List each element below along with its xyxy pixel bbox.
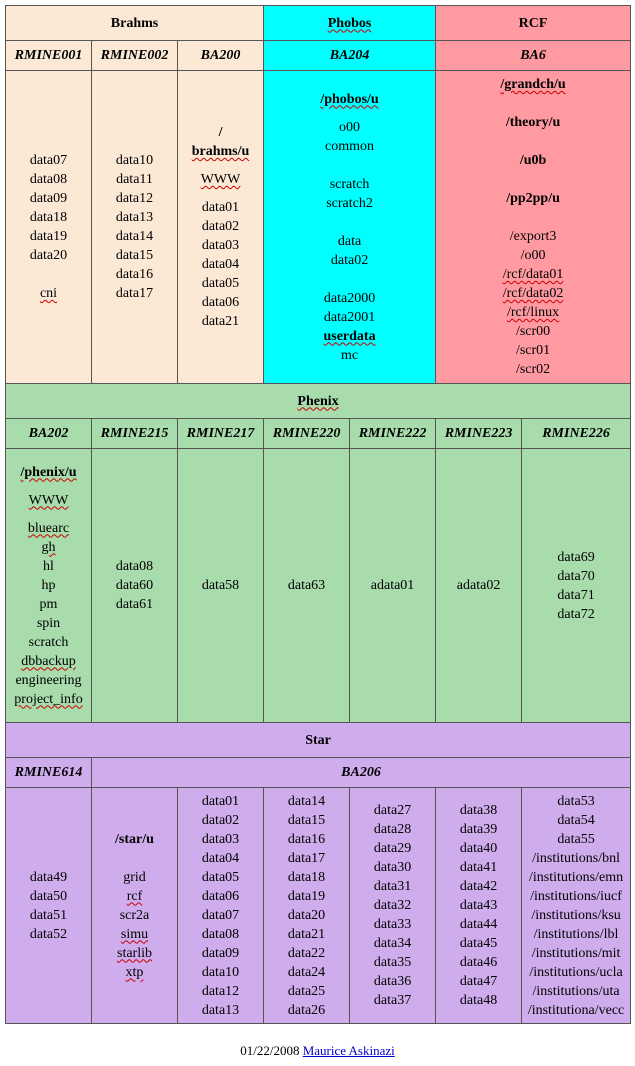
volume-item: data06 xyxy=(201,888,240,904)
volume-item: data19 xyxy=(287,888,326,904)
volume-item: data14 xyxy=(287,793,326,809)
volume-item: data31 xyxy=(373,879,412,894)
volume-item: data44 xyxy=(459,917,498,932)
volume-item: /institutions/ucla xyxy=(529,964,623,980)
volume-list-rmine614 xyxy=(6,788,92,1024)
volume-item: data08 xyxy=(201,926,240,942)
volume-item: data22 xyxy=(287,945,326,961)
volume-item: data06 xyxy=(201,295,240,310)
volume-item: data08 xyxy=(29,172,68,187)
machine-header-rmine222: RMINE222 xyxy=(350,419,436,449)
volume-list-ba206-col2 xyxy=(178,788,264,1024)
volume-item: data20 xyxy=(287,907,326,923)
volume-item: data24 xyxy=(287,964,326,980)
volume-item: /institutions/ksu xyxy=(531,907,621,923)
volume-list-ba206-col1 xyxy=(92,788,178,1024)
home-dir-item: /grandch/u xyxy=(500,77,566,92)
group-header-phobos-label: Phobos xyxy=(327,15,372,31)
volume-item: data01 xyxy=(201,200,240,215)
volume-item: data32 xyxy=(373,898,412,913)
machine-header-ba206: BA206 xyxy=(92,758,631,788)
volume-item: data63 xyxy=(287,578,326,593)
machine-header-rmine215: RMINE215 xyxy=(92,419,178,449)
volume-item: data02 xyxy=(201,219,240,234)
volume-item: bluearc xyxy=(27,520,70,536)
volume-list-ba206-col6 xyxy=(522,788,631,1024)
disk-layout-table-wrapper xyxy=(5,5,630,1024)
volume-item: data36 xyxy=(373,974,412,989)
disk-layout-table xyxy=(5,5,631,1024)
volume-item: data30 xyxy=(373,860,412,875)
volume-item: /scr00 xyxy=(515,324,551,339)
volume-list-ba6 xyxy=(436,71,631,384)
group-header-star: Star xyxy=(6,723,631,758)
volume-item: /o00 xyxy=(520,248,546,263)
machine-header-ba6: BA6 xyxy=(436,41,631,71)
home-dir-item: /star/u xyxy=(115,831,154,847)
volume-item: o00 xyxy=(339,119,361,135)
volume-item: data18 xyxy=(29,210,68,225)
volume-item: data07 xyxy=(29,153,68,168)
volume-item: data03 xyxy=(201,238,240,253)
volume-item: data17 xyxy=(287,850,326,866)
group-header-phenix xyxy=(6,384,631,419)
group-header-rcf: RCF xyxy=(436,6,631,41)
volume-list-ba206-col4 xyxy=(350,788,436,1024)
machine-header-ba200: BA200 xyxy=(178,41,264,71)
machine-header-rmine614: RMINE614 xyxy=(6,758,92,788)
volume-item: data13 xyxy=(201,1002,240,1018)
volume-item: data16 xyxy=(115,267,154,282)
volume-list-ba200 xyxy=(178,71,264,384)
volume-item: data54 xyxy=(557,812,595,828)
volume-item: data18 xyxy=(287,869,326,885)
volume-item: /institutions/lbl xyxy=(533,926,619,942)
home-dir-item: /u0b xyxy=(519,153,547,168)
volume-item: hl xyxy=(43,558,54,574)
volume-item: common xyxy=(325,138,375,154)
volume-item: data xyxy=(337,233,362,249)
volume-item: data21 xyxy=(287,926,326,942)
volume-item: data11 xyxy=(116,172,153,187)
volume-item: project_info xyxy=(14,691,83,707)
volume-item: data33 xyxy=(373,917,412,932)
volume-item: data48 xyxy=(459,993,498,1008)
machine-header-rmine220: RMINE220 xyxy=(264,419,350,449)
machine-header-rmine001: RMINE001 xyxy=(6,41,92,71)
volume-item: data08 xyxy=(115,559,154,574)
home-dir-item: /phobos/u xyxy=(320,91,379,107)
volume-item: data45 xyxy=(459,936,498,951)
volume-list-rmine217 xyxy=(178,449,264,723)
volume-item: data10 xyxy=(115,153,154,168)
volume-item: data13 xyxy=(115,210,154,225)
volume-item: simu xyxy=(120,926,149,942)
volume-item: data16 xyxy=(287,831,326,847)
volume-item: gh xyxy=(41,539,56,555)
volume-item: data26 xyxy=(287,1002,326,1018)
volume-item: data02 xyxy=(201,812,240,828)
volume-item: data55 xyxy=(557,831,595,847)
volume-item: data19 xyxy=(29,229,68,244)
volume-item: data52 xyxy=(29,926,68,942)
volume-item: mc xyxy=(340,347,359,363)
machine-header-rmine226: RMINE226 xyxy=(522,419,631,449)
volume-item: data70 xyxy=(557,568,595,584)
volume-item: cni xyxy=(39,286,58,301)
volume-item: /institutiona/vecc xyxy=(527,1002,625,1018)
volume-item: data01 xyxy=(201,793,240,809)
volume-item: data04 xyxy=(201,257,240,272)
volume-item: data40 xyxy=(459,841,498,856)
volume-item: data03 xyxy=(201,831,240,847)
volume-item: /scr01 xyxy=(515,343,551,358)
volume-item: xtp xyxy=(125,964,144,980)
volume-item: data02 xyxy=(330,252,369,268)
volume-item: /institutions/emn xyxy=(528,869,624,885)
volume-item: scratch xyxy=(329,176,370,192)
group-header-brahms: Brahms xyxy=(6,6,264,41)
volume-item: WWW xyxy=(28,492,69,508)
volume-item: userdata xyxy=(323,328,376,344)
volume-list-rmine223 xyxy=(436,449,522,723)
volume-item: grid xyxy=(123,869,146,885)
volume-item: scratch xyxy=(28,634,69,650)
volume-item: data71 xyxy=(557,587,595,603)
volume-item: data72 xyxy=(557,606,595,622)
volume-item: data25 xyxy=(287,983,326,999)
volume-item: data53 xyxy=(557,793,595,809)
volume-item: data12 xyxy=(115,191,154,206)
volume-list-ba202 xyxy=(6,449,92,723)
volume-item: scratch2 xyxy=(326,195,373,211)
volume-item: data09 xyxy=(201,945,240,961)
volume-item: engineering xyxy=(15,672,82,688)
volume-item: data51 xyxy=(29,907,68,923)
volume-item: data2000 xyxy=(323,290,376,306)
volume-item: WWW xyxy=(200,172,241,187)
volume-item: /institutions/mit xyxy=(531,945,621,961)
volume-item: data27 xyxy=(373,803,412,818)
home-dir-item: /pp2pp/u xyxy=(506,191,560,206)
machine-header-rmine217: RMINE217 xyxy=(178,419,264,449)
machine-header-rmine223: RMINE223 xyxy=(436,419,522,449)
volume-item: dbbackup xyxy=(21,653,76,669)
volume-item: starlib xyxy=(117,945,152,961)
volume-item: data15 xyxy=(287,812,326,828)
volume-list-rmine226 xyxy=(522,449,631,723)
volume-item: hp xyxy=(41,577,56,593)
volume-item: data10 xyxy=(201,964,240,980)
volume-item: spin xyxy=(36,615,61,631)
home-dir-item: / brahms/u xyxy=(191,125,250,159)
volume-item: scr2a xyxy=(119,907,150,923)
volume-item: data15 xyxy=(115,248,154,263)
volume-list-ba206-col3 xyxy=(264,788,350,1024)
volume-item: data21 xyxy=(201,314,240,329)
volume-item: data49 xyxy=(29,869,68,885)
volume-item: data09 xyxy=(29,191,68,206)
author-link[interactable]: Maurice Askinazi xyxy=(302,1043,395,1058)
volume-item: data28 xyxy=(373,822,412,837)
volume-item: data46 xyxy=(459,955,498,970)
volume-item: /scr02 xyxy=(515,362,551,377)
volume-item: data35 xyxy=(373,955,412,970)
page-footer xyxy=(0,1043,635,1059)
volume-item: data04 xyxy=(201,850,240,866)
volume-item: /rcf/data02 xyxy=(502,286,564,301)
machine-header-rmine002: RMINE002 xyxy=(92,41,178,71)
volume-list-ba204 xyxy=(264,71,436,384)
volume-item: data29 xyxy=(373,841,412,856)
volume-item: rcf xyxy=(126,888,143,904)
home-dir-item: /theory/u xyxy=(505,115,561,130)
volume-item: data07 xyxy=(201,907,240,923)
volume-item: data47 xyxy=(459,974,498,989)
volume-item: pm xyxy=(39,596,58,612)
volume-item: /institutions/iucf xyxy=(530,888,622,904)
machine-header-ba204: BA204 xyxy=(264,41,436,71)
volume-item: data05 xyxy=(201,869,240,885)
volume-item: data05 xyxy=(201,276,240,291)
group-header-phenix-label: Phenix xyxy=(297,393,339,409)
volume-item: data50 xyxy=(29,888,68,904)
volume-item: data17 xyxy=(115,286,154,301)
volume-item: data69 xyxy=(557,549,595,565)
volume-list-rmine222 xyxy=(350,449,436,723)
volume-item: data20 xyxy=(29,248,68,263)
volume-item: data43 xyxy=(459,898,498,913)
volume-item: data58 xyxy=(201,578,240,593)
volume-item: data60 xyxy=(115,578,154,593)
volume-item: data61 xyxy=(115,597,154,612)
volume-item: data37 xyxy=(373,993,412,1008)
group-header-phobos xyxy=(264,6,436,41)
volume-item: /institutions/bnl xyxy=(532,850,620,866)
volume-list-rmine220 xyxy=(264,449,350,723)
footer-date: 01/22/2008 xyxy=(240,1043,300,1058)
home-dir-item: /phenix/u xyxy=(20,464,77,480)
volume-item: data2001 xyxy=(323,309,376,325)
machine-header-ba202: BA202 xyxy=(6,419,92,449)
volume-list-rmine002 xyxy=(92,71,178,384)
volume-item: /rcf/data01 xyxy=(502,267,564,282)
volume-list-rmine215 xyxy=(92,449,178,723)
volume-item: adata02 xyxy=(456,578,501,593)
volume-item: data14 xyxy=(115,229,154,244)
volume-item: /institutions/uta xyxy=(532,983,620,999)
volume-item: /export3 xyxy=(509,229,557,244)
volume-item: data34 xyxy=(373,936,412,951)
volume-list-ba206-col5 xyxy=(436,788,522,1024)
volume-item: data38 xyxy=(459,803,498,818)
volume-list-rmine001 xyxy=(6,71,92,384)
volume-item: data12 xyxy=(201,983,240,999)
volume-item: data42 xyxy=(459,879,498,894)
volume-item: adata01 xyxy=(370,578,415,593)
volume-item: data39 xyxy=(459,822,498,837)
volume-item: /rcf/linux xyxy=(506,305,560,320)
volume-item: data41 xyxy=(459,860,498,875)
